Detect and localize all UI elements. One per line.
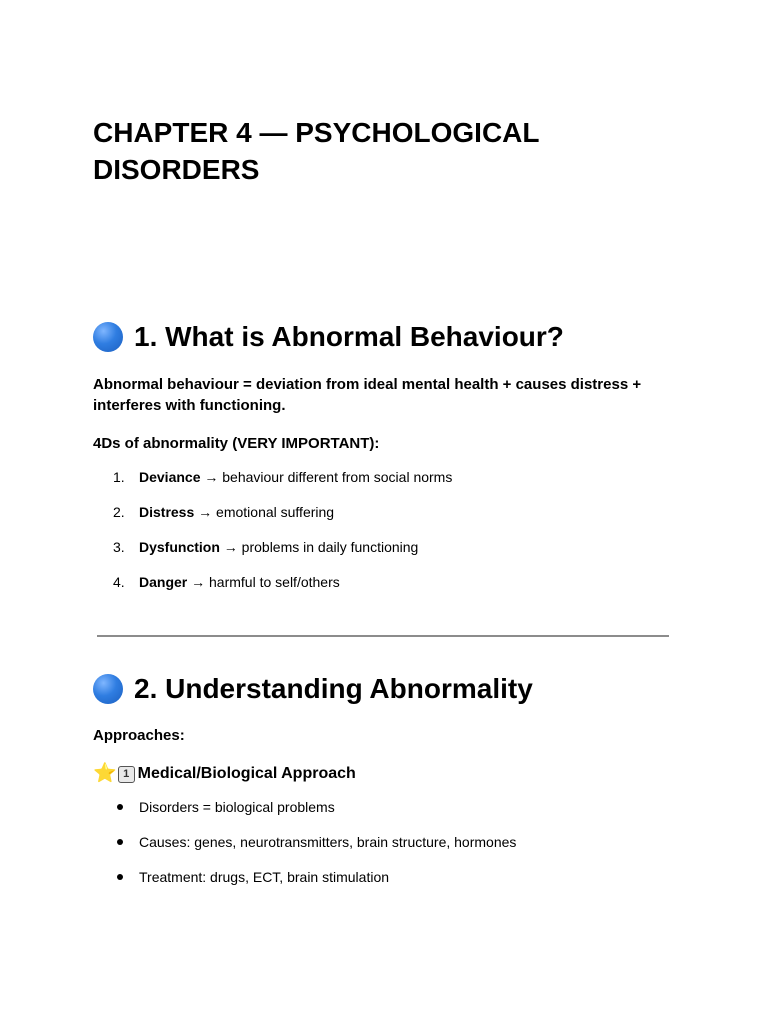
section-heading-text: 2. Understanding Abnormality [134, 673, 533, 704]
horizontal-divider [97, 635, 669, 637]
bullet-text: Treatment: drugs, ECT, brain stimulation [139, 869, 390, 885]
list-number: 3. [113, 539, 125, 555]
term: Distress [139, 504, 195, 520]
bullet-icon [117, 804, 123, 810]
four-ds-heading: 4Ds of abnormality (VERY IMPORTANT): [93, 435, 380, 452]
list-number: 1. [113, 469, 125, 485]
term: Deviance [139, 469, 201, 485]
list-number: 2. [113, 504, 125, 520]
list-number: 4. [113, 574, 125, 590]
approaches-label: Approaches: [93, 727, 185, 744]
section-heading-understanding-abnormality [93, 672, 533, 706]
bullet-text: Disorders = biological problems [139, 799, 335, 815]
blue-circle-icon [93, 322, 123, 352]
term-description: → harmful to self/others [187, 574, 340, 590]
abnormal-behaviour-definition: Abnormal behaviour = deviation from ideal mental health + causes distress + interferes with functioning. [93, 376, 642, 414]
keycap-one-icon: 1 [118, 766, 135, 783]
term-description: → problems in daily functioning [219, 539, 419, 555]
blue-circle-icon [93, 674, 123, 704]
medical-approach-subheading [93, 763, 356, 785]
term: Danger [139, 574, 188, 590]
subheading-text: Medical/Biological Approach [137, 765, 356, 782]
star-icon: ⭐ [93, 763, 117, 784]
bullet-text: Causes: genes, neurotransmitters, brain structure, hormones [139, 834, 517, 850]
term: Dysfunction [139, 539, 220, 555]
section-heading-text: 1. What is Abnormal Behaviour? [134, 321, 564, 352]
bullet-icon [117, 839, 123, 845]
chapter-title: CHAPTER 4 — PSYCHOLOGICAL DISORDERS [93, 117, 539, 185]
term-description: → emotional suffering [194, 504, 335, 520]
term-description: → behaviour different from social norms [200, 469, 453, 485]
bullet-icon [117, 874, 123, 880]
section-heading-abnormal-behaviour [93, 320, 564, 354]
